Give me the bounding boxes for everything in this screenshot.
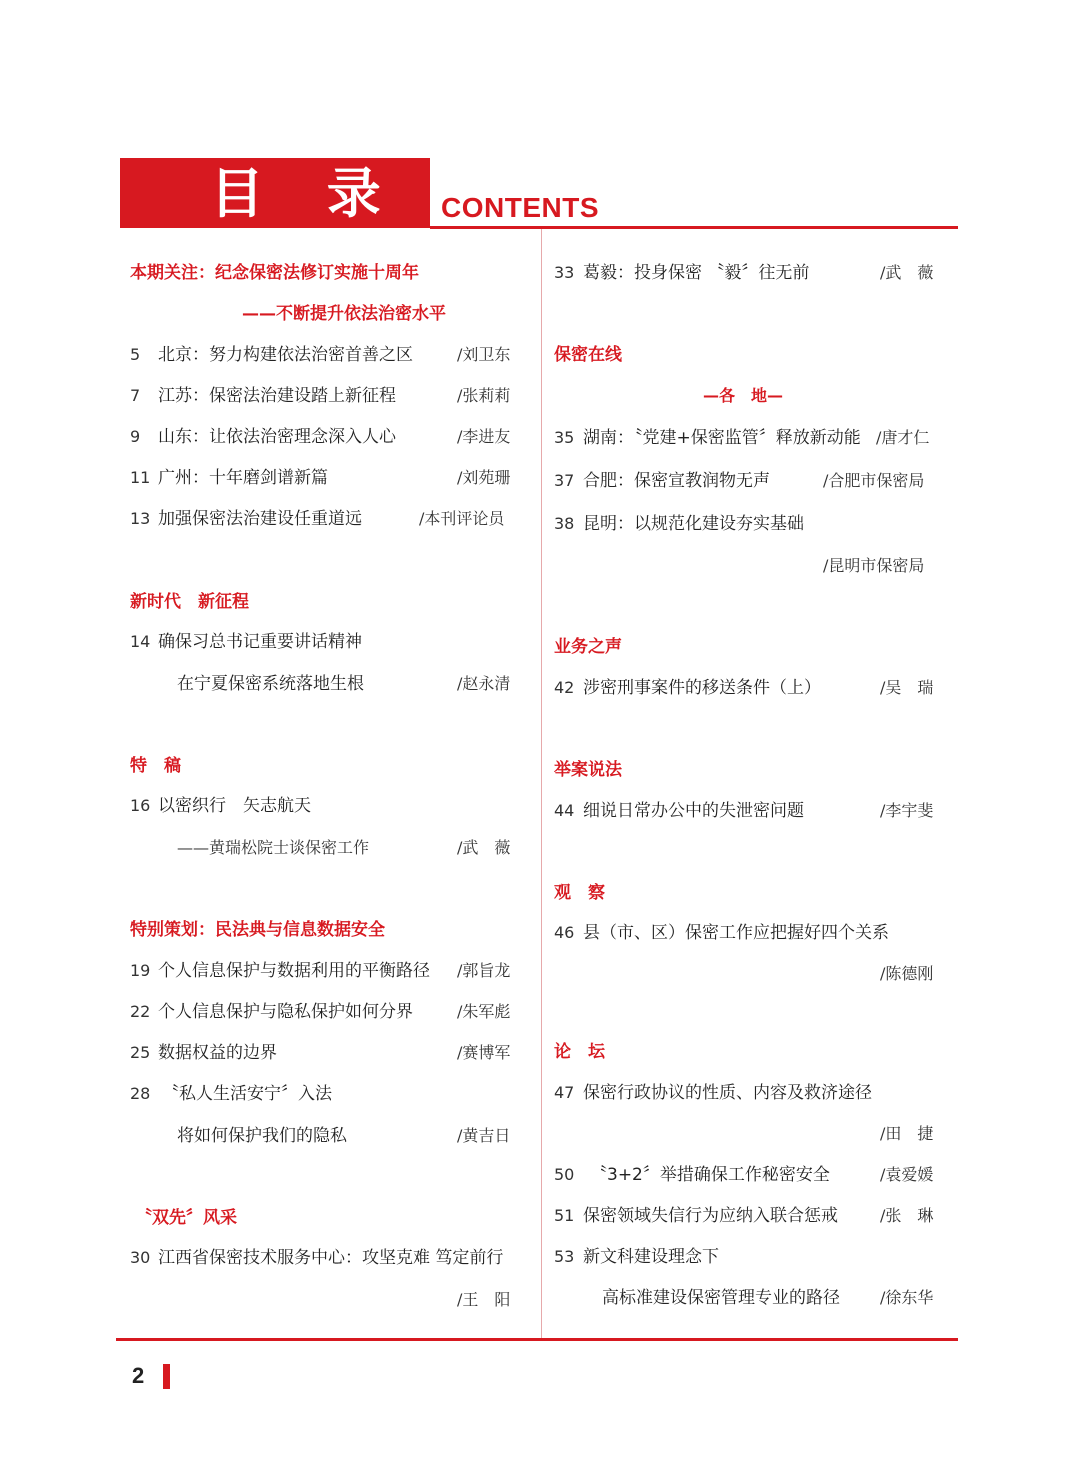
page-number: 28 <box>130 1084 151 1103</box>
page-number: 50 <box>554 1165 575 1184</box>
page-number: 22 <box>130 1002 151 1021</box>
page-number: 13 <box>130 509 151 528</box>
page-number: 38 <box>554 514 575 533</box>
page-number: 25 <box>130 1043 151 1062</box>
entry-title: 山东：让依法治密理念深入人心 <box>158 427 396 447</box>
entry-title: 江西省保密技术服务中心：攻坚克难 笃定前行 <box>158 1248 504 1268</box>
page-number: 46 <box>554 923 575 942</box>
section-heading[interactable]: 本期关注：纪念保密法修订实施十周年 <box>130 263 419 283</box>
page-number: 5 <box>130 345 141 364</box>
entry-title: 以密织行 矢志航天 <box>158 796 311 816</box>
entry-author: /刘苑珊 <box>457 468 511 487</box>
entry-title: 湖南：〝党建+保密监管〞释放新动能 <box>583 428 861 448</box>
entry-author: /陈德刚 <box>880 964 934 983</box>
entry-title: 合肥：保密宣教润物无声 <box>583 471 770 491</box>
page-number: 53 <box>554 1247 575 1266</box>
page-number: 44 <box>554 801 575 820</box>
entry-author: /朱军彪 <box>457 1002 511 1021</box>
entry-title: 个人信息保护与数据利用的平衡路径 <box>158 961 430 981</box>
section-heading[interactable]: 新时代 新征程 <box>130 592 249 612</box>
page-number: 19 <box>130 961 151 980</box>
page-number: 33 <box>554 263 575 282</box>
entry-title: 加强保密法治建设任重道远 <box>158 509 362 529</box>
page-number: 42 <box>554 678 575 697</box>
page-number: 11 <box>130 468 151 487</box>
entry-title: 北京：努力构建依法治密首善之区 <box>158 345 413 365</box>
entry-author: /赛博军 <box>457 1043 511 1062</box>
entry-author: /徐东华 <box>880 1288 934 1307</box>
page-number: 7 <box>130 386 141 405</box>
entry-author: /吴 瑞 <box>880 678 934 697</box>
page-title-en: CONTENTS <box>441 192 599 223</box>
entry-author: /田 捷 <box>880 1124 934 1143</box>
page-number: 35 <box>554 428 575 447</box>
entry-author: /唐才仁 <box>876 428 930 447</box>
entry-title: 县（市、区）保密工作应把握好四个关系 <box>583 923 889 943</box>
entry-title: 广州：十年磨剑谱新篇 <box>158 468 328 488</box>
entry-title: 涉密刑事案件的移送条件（上） <box>583 678 821 698</box>
section-heading[interactable]: 举案说法 <box>554 760 622 780</box>
entry-title: 个人信息保护与隐私保护如何分界 <box>158 1002 413 1022</box>
entry-author: /王 阳 <box>457 1290 511 1309</box>
section-heading[interactable]: 观 察 <box>554 883 605 903</box>
column-divider <box>541 229 542 1338</box>
entry-title-line2: 高标准建设保密管理专业的路径 <box>602 1288 840 1308</box>
entry-title: 葛毅：投身保密 〝毅〞往无前 <box>583 263 810 283</box>
entry-title: 新文科建设理念下 <box>583 1247 719 1267</box>
entry-title: 昆明：以规范化建设夯实基础 <box>583 514 804 534</box>
entry-title: 确保习总书记重要讲话精神 <box>158 632 362 652</box>
entry-author: /黄吉日 <box>457 1126 511 1145</box>
entry-author: /张莉莉 <box>457 386 511 405</box>
section-subheading: —各 地— <box>703 386 784 405</box>
entry-author: /武 薇 <box>880 263 934 282</box>
entry-author: /赵永清 <box>457 674 511 693</box>
page-number: 16 <box>130 796 151 815</box>
entry-title: 数据权益的边界 <box>158 1043 277 1063</box>
entry-title: 细说日常办公中的失泄密问题 <box>583 801 804 821</box>
section-heading[interactable]: 〝双先〞风采 <box>135 1208 237 1228</box>
entry-author: /郭旨龙 <box>457 961 511 980</box>
page-title: 目 录 <box>210 161 403 225</box>
section-heading[interactable]: 特别策划：民法典与信息数据安全 <box>130 920 385 940</box>
entry-author: /张 琳 <box>880 1206 934 1225</box>
section-heading[interactable]: 特 稿 <box>130 756 181 776</box>
entry-subtitle: ——黄瑞松院士谈保密工作 <box>177 838 370 857</box>
entry-author: /合肥市保密局 <box>823 471 925 490</box>
entry-title-line2: 将如何保护我们的隐私 <box>177 1126 347 1146</box>
entry-author: /本刊评论员 <box>419 509 505 528</box>
entry-title: 〝私人生活安宁〞入法 <box>162 1084 332 1104</box>
section-heading[interactable]: 保密在线 <box>554 345 622 365</box>
entry-title: 〝3+2〞举措确保工作秘密安全 <box>590 1165 830 1185</box>
entry-author: /昆明市保密局 <box>823 556 925 575</box>
entry-author: /袁爱媛 <box>880 1165 934 1184</box>
entry-author: /武 薇 <box>457 838 511 857</box>
page-number: 51 <box>554 1206 575 1225</box>
entry-author: /李进友 <box>457 427 511 446</box>
entry-author: /李宇斐 <box>880 801 934 820</box>
entry-title: 保密领域失信行为应纳入联合惩戒 <box>583 1206 838 1226</box>
page-number: 14 <box>130 632 151 651</box>
page-number: 9 <box>130 427 141 446</box>
section-subheading: ——不断提升依法治密水平 <box>242 304 446 324</box>
page-number-footer: 2 <box>132 1363 145 1388</box>
entry-title: 江苏：保密法治建设踏上新征程 <box>158 386 396 406</box>
footer-rule <box>116 1338 958 1341</box>
section-heading[interactable]: 业务之声 <box>554 637 622 657</box>
page-number: 37 <box>554 471 575 490</box>
entry-title-line2: 在宁夏保密系统落地生根 <box>177 674 364 694</box>
page-marker <box>163 1364 170 1389</box>
header-rule <box>430 226 958 229</box>
entry-author: /刘卫东 <box>457 345 511 364</box>
entry-title: 保密行政协议的性质、内容及救济途径 <box>583 1083 872 1103</box>
page-number: 47 <box>554 1083 575 1102</box>
section-heading[interactable]: 论 坛 <box>554 1042 605 1062</box>
page-number: 30 <box>130 1248 151 1267</box>
